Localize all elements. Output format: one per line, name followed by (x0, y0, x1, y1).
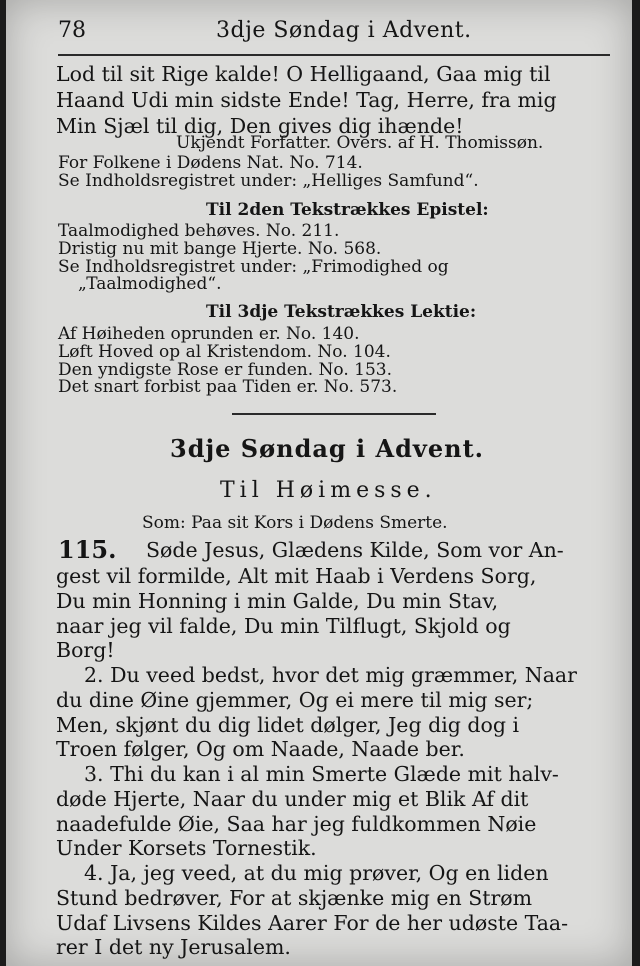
section-subtitle: Til Høimesse. (220, 478, 437, 503)
reference-line: Løft Hoved op al Kristendom. No. 104. (58, 342, 391, 362)
reference-line: Det snart forbist paa Tiden er. No. 573. (58, 377, 398, 397)
reference-line: Se Indholdsregistret under: „Frimodighed og (58, 257, 449, 277)
header-rule (58, 54, 610, 56)
running-title: 3dje Søndag i Advent. (216, 18, 472, 43)
reference-line: „Taalmodighed“. (78, 274, 222, 294)
melody-line: Som: Paa sit Kors i Dødens Smerte. (142, 513, 448, 533)
hymn-line: Men, skjønt du dig lidet dølger, Jeg dig dog i (56, 713, 520, 737)
hymn-line: Stund bedrøver, For at skjænke mig en Strøm (56, 886, 533, 910)
hymn-line: du dine Øine gjemmer, Og ei mere til mig ser; (56, 688, 534, 712)
hymn-line: døde Hjerte, Naar du under mig et Blik Af dit (56, 787, 529, 811)
reference-line: For Folkene i Dødens Nat. No. 714. (58, 153, 363, 173)
hymn-line: 2. Du veed bedst, hvor det mig græmmer, Naar (84, 663, 577, 687)
hymn-line: 3. Thi du kan i al min Smerte Glæde mit halv- (84, 762, 559, 786)
hymn-line: naadefulde Øie, Saa har jeg fuldkommen Nøie (56, 812, 537, 836)
hymn-line: Troen følger, Og om Naade, Naade ber. (56, 737, 465, 761)
reference-line: Taalmodighed behøves. No. 211. (58, 221, 340, 241)
hymn-line: Du min Honning i min Galde, Du min Stav, (56, 589, 499, 613)
hymn-line: Søde Jesus, Glædens Kilde, Som vor An- (146, 538, 564, 562)
section-divider (232, 413, 436, 415)
hymn-line: rer I det ny Jerusalem. (56, 935, 291, 959)
hymn-line: naar jeg vil falde, Du min Tilflugt, Skjold og (56, 614, 511, 638)
hymn-number: 115. (58, 535, 117, 564)
verse-line: Lod til sit Rige kalde! O Helligaand, Gaa mig til (56, 62, 551, 86)
verse-line: Haand Udi min sidste Ende! Tag, Herre, fra mig (56, 88, 557, 112)
epistle-heading: Til 2den Tekstrækkes Epistel: (206, 200, 489, 220)
page-number: 78 (58, 18, 86, 43)
hymn-line: 4. Ja, jeg veed, at du mig prøver, Og en liden (84, 861, 549, 885)
reference-line: Dristig nu mit bange Hjerte. No. 568. (58, 239, 382, 259)
hymn-line: Under Korsets Tornestik. (56, 836, 317, 860)
reference-line: Se Indholdsregistret under: „Helliges Samfund“. (58, 171, 479, 191)
lesson-heading: Til 3dje Tekstrækkes Lektie: (206, 302, 477, 322)
hymn-line: Udaf Livsens Kildes Aarer For de her udøste Taa- (56, 911, 569, 935)
hymn-line: Borg! (56, 638, 115, 662)
hymn-line: gest vil formilde, Alt mit Haab i Verdens Sorg, (56, 564, 537, 588)
attribution: Ukjendt Forfatter. Overs. af H. Thomissøn. (176, 133, 544, 153)
verse-line: Min Sjæl til dig, Den gives dig ihænde! (56, 114, 464, 138)
book-page (6, 0, 632, 966)
reference-line: Den yndigste Rose er funden. No. 153. (58, 360, 392, 380)
reference-line: Af Høiheden oprunden er. No. 140. (58, 324, 360, 344)
section-title: 3dje Søndag i Advent. (170, 434, 485, 463)
